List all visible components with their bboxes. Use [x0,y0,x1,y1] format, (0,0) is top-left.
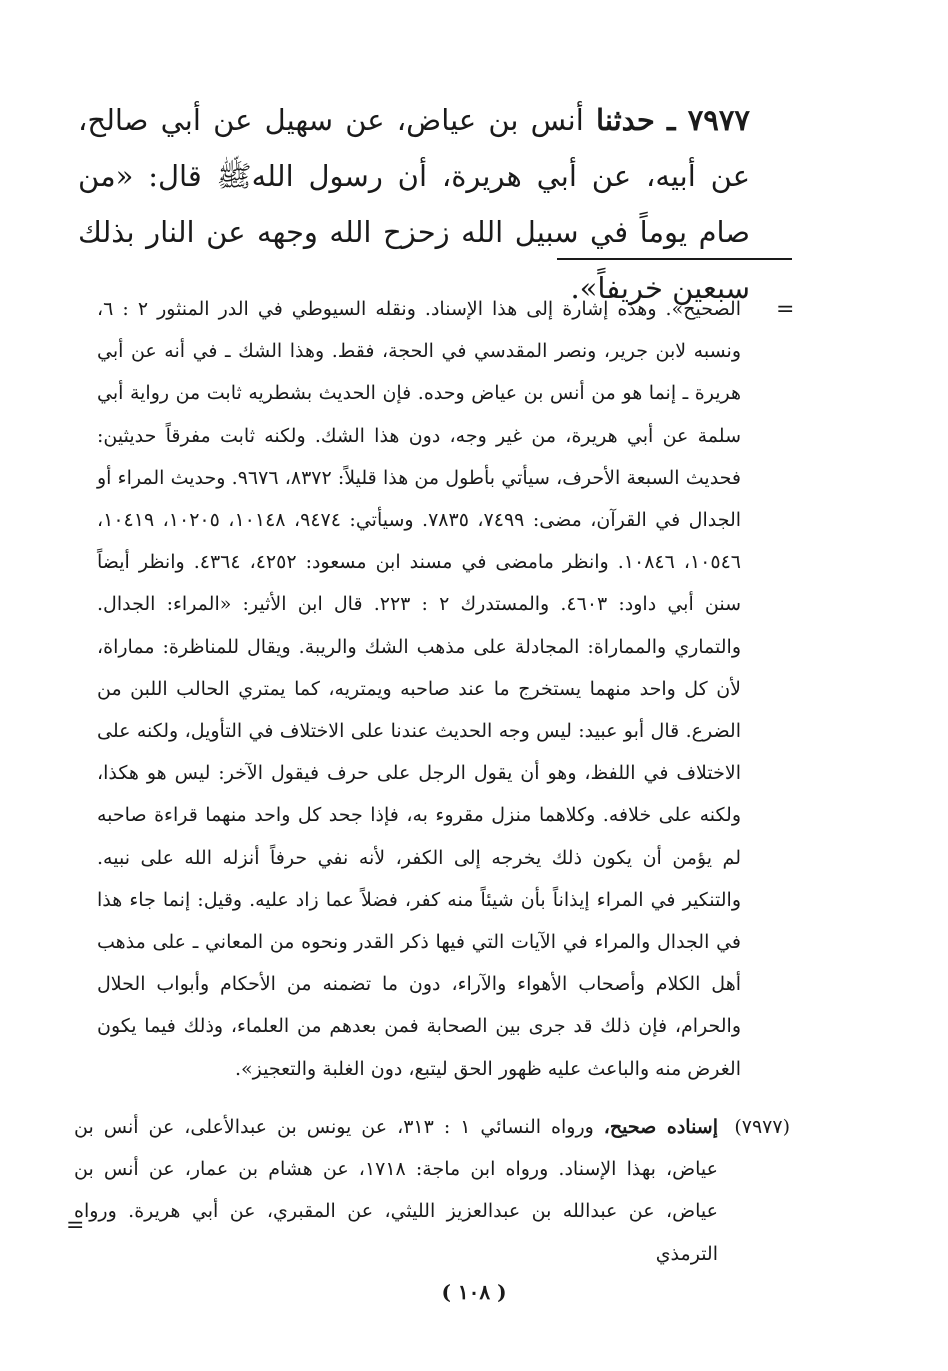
footnote-body [74,1106,718,1275]
footnote-end-marker: = [66,1213,85,1238]
page-number: ( ١٠٨ ) [441,1280,507,1304]
hadith-number: ٧٩٧٧ [687,103,751,137]
hadith-text: أنس بن عياض، عن سهيل عن أبي صالح، عن أبيه، عن أبي هريرة، أن رسول اللهﷺ قال: «من صام يوماً في سبيل الله زحزح الله وجهه عن النار بذلك سبعين خريفاً». [78,103,750,305]
hadith-lead: حدثنا [595,103,655,137]
hadith-7977 [78,92,750,316]
footnote-number: (٧٩٧٧) [734,1116,790,1138]
footnote-7977 [74,1106,790,1275]
footnote-bold-lead: إسناده صحيح، [603,1116,718,1138]
footnote-text: ورواه النسائي ١ : ٣١٣، عن يونس بن عبدالأعلى، عن أنس بن عياض، بهذا الإسناد. ورواه ابن ماجة: ١٧١٨، عن هشام بن عمار، عن أنس بن عياض، عن عبدالله بن عبدالعزيز الليثي، عن المقبري، عن أبي هريرة. ورواه الترمذي [74,1116,718,1265]
footnote-separator [557,258,792,260]
footnote-continuation-marker: = [776,297,795,322]
footnote-continued-text: الصحيح». وهذه إشارة إلى هذا الإسناد. ونقله السيوطي في الدر المنثور ٢ : ٦، ونسبه لابن جرير، ونصر المقدسي في الحجة، فقط. وهذا الشك ـ في أنه عن أبي هريرة ـ إنما هو من أنس بن عياض وحده. فإن الحديث بشطريه ثابت من رواية أبي سلمة عن أبي هريرة، من غير وجه، دون هذا الشك. ولكنه ثابت مفرقاً حديثين: فحديث السبعة الأحرف، سيأتي بأطول من هذا قليلاً: ٨٣٧٢، ٩٦٧٦. وحديث المراء أو الجدال في القرآن، مضى: ٧٤٩٩، ٧٨٣٥. وسيأتي: ٩٤٧٤، ١٠١٤٨، ١٠٢٠٥، ١٠٤١٩، ١٠٥٤٦، ١٠٨٤٦. وانظر مامضى في مسند ابن مسعود: ٤٢٥٢، ٤٣٦٤. وانظر أيضاً سنن أبي داود: ٤٦٠٣. والمستدرك ٢ : ٢٢٣. قال ابن الأثير: «المراء: الجدال. والتماري والمماراة: المجادلة على مذهب الشك والريبة. ويقال للمناظرة: مماراة، لأن كل واحد منهما يستخرج ما عند صاحبه ويمتريه، كما يمتري الحالب اللبن من الضرع. قال أبو عبيد: ليس وجه الحديث عندنا على الاختلاف في التأويل، ولكنه على الاختلاف في اللفظ، وهو أن يقول الرجل على حرف فيقول الآخر: ليس هو هكذا، ولكنه على خلافه. وكلاهما منزل مقروء به، فإذا جحد كل واحد منهما قراءة صاحبه لم يؤمن أن يكون ذلك يخرجه إلى الكفر، لأنه نفي حرفاً أنزله الله على نبيه. والتنكير في المراء إيذاناً بأن شيئاً منه كفر، فضلاً عما زاد عليه. وقيل: إنما جاء هذا في الجدال والمراء في الآيات التي فيها ذكر القدر ونحوه من المعاني ـ على مذهب أهل الكلام وأصحاب الأهواء والآراء، دون ما تضمنه من الأحكام وأبواب الحلال والحرام، فإن ذلك قد جرى بين الصحابة فمن بعدهم من العلماء، وذلك فيما يكون الغرض منه والباعث عليه ظهور الحق ليتبع، دون الغلبة والتعجيز». [97,298,742,1080]
hadith-dash: ـ [667,103,676,137]
